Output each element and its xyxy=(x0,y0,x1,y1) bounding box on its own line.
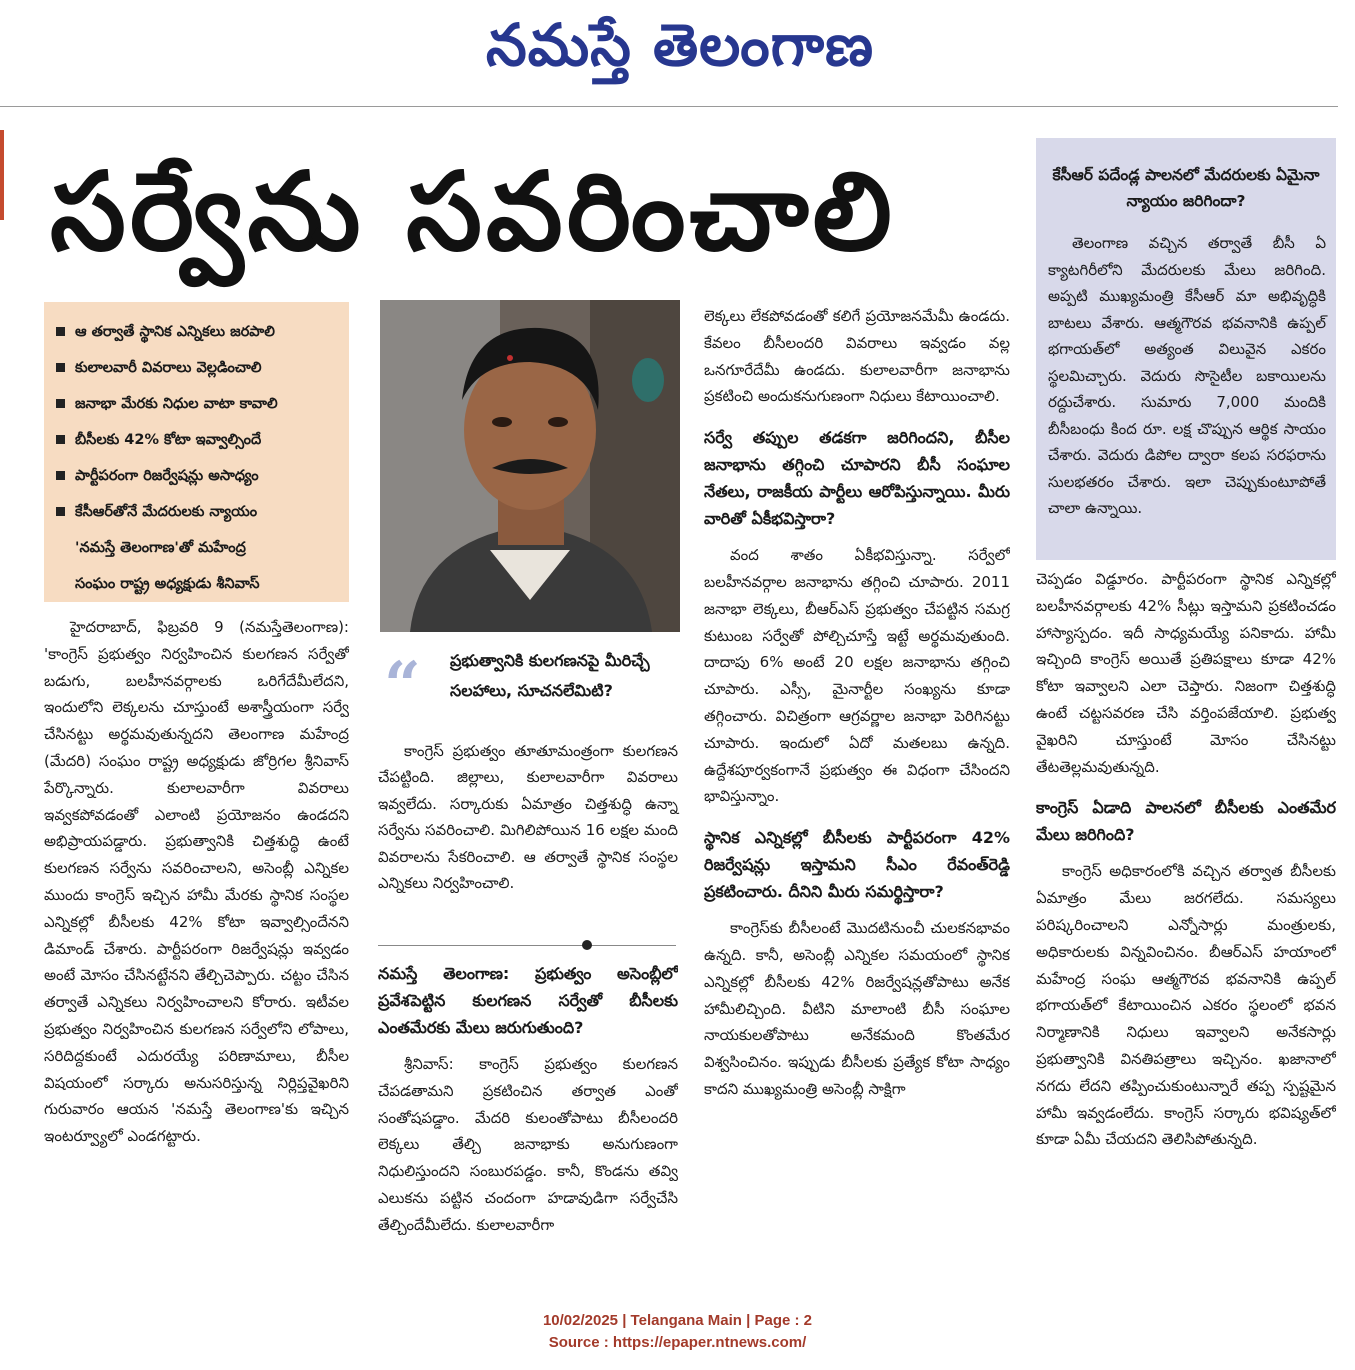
page-edge-marker xyxy=(0,130,4,220)
highlight-text: ఆ తర్వాతే స్థానిక ఎన్నికలు జరపాలి xyxy=(75,324,275,340)
highlight-text: పార్టీపరంగా రిజర్వేషన్లు అసాధ్యం xyxy=(75,468,259,484)
divider-dot-icon xyxy=(582,940,592,950)
highlight-subline: సంఘం రాష్ట్ర అధ్యక్షుడు శీనివాస్ xyxy=(75,576,260,592)
sidebar-answer: తెలంగాణ వచ్చిన తర్వాతే బీసీ ఏ క్యాటగిరీలోని మేదరులకు మేలు జరిగింది. అప్పటి ముఖ్యమంత్రి కేసీఆర్ మా అభివృద్ధికి బాటలు వేశారు. ఆత్మగౌరవ భవనానికి ఉప్పల్ భగాయత్‌లో అత్యంత విలువైన ఎకరం స్థలమిచ్చారు. వెదురు సొసైటీల బకాయిలను రద్దుచేశారు. సుమారు 7,000 మందికి బీసీబంధు కింద రూ. లక్ష చొప్పున ఆర్థిక సాయం చేశారు. వెదురు డిపోల ద్వారా కలప సరఫరాను సులభతరం చేశారు. ఇలా చెప్పుకుంటూపోతే చాలా ఉన్నాయి. xyxy=(1036,230,1336,560)
interview-answer: కాంగ్రెస్ అధికారంలోకి వచ్చిన తర్వాత బీసీలకు ఏమాత్రం మేలు జరగలేదు. సమస్యలు పరిష్కరించాలని ఎన్నోసార్లు మంత్రులకు, అధికారులకు విన్నవించినం. బీఆర్‌ఎస్ హయాంలో మహేంద్ర సంఘ ఆత్మగౌరవ భవనానికి ఉప్పల్ భగాయత్‌లో కేటాయించిన ఎకరం స్థలంలో భవన నిర్మాణానికి నిధులు ఇవ్వాలని అనేకసార్లు ప్రభుత్వానికి వినతిపత్రాలు ఇచ్చినం. ఖజానాలో నగదు లేదని తప్పించుకుంటున్నారే తప్ప స్పష్టమైన హామీ ఇవ్వడంలేదు. కాంగ్రెస్ సర్కారు భవిష్యత్‌లో కూడా ఏమీ చేయదని తెలిసిపోతున్నది. xyxy=(1036,862,1336,1149)
highlight-item xyxy=(54,314,341,350)
highlight-subline: 'నమస్తే తెలంగాణ'తో మహేంద్ర xyxy=(75,540,246,556)
continued-paragraph: లెక్కలు లేకపోవడంతో కలిగే ప్రయోజనమేమీ ఉండదు. కేవలం బీసీలందరి వివరాలు ఇవ్వడం వల్ల ఒనగూరేదేమీ ఉండదు. కులాలవారీగా జనాభాను ప్రకటించి అందుకనుగుణంగా నిధులు కేటాయించాలి. xyxy=(704,307,1010,406)
highlight-item xyxy=(54,422,341,458)
highlight-text: బీసీలకు 42% కోటా ఇవ్వాల్సిందే xyxy=(75,432,262,448)
bullet-icon xyxy=(56,471,65,480)
article-column-2 xyxy=(378,952,678,1252)
interviewee-photo xyxy=(380,300,680,632)
highlight-text: జనాభా మేరకు నిధుల వాటా కావాలి xyxy=(75,396,278,412)
highlights-box xyxy=(44,302,349,602)
interview-question: సర్వే తప్పుల తడకగా జరిగిందని, బీసీల జనాభాను తగ్గించి చూపారని బీసీ సంఘాల నేతలు, రాజకీయ పార్టీలు ఆరోపిస్తున్నాయి. మీరు వారితో ఏకీభవిస్తారా? xyxy=(704,428,1010,529)
sidebar-question: కేసీఆర్ పదేండ్ల పాలనలో మేదరులకు ఏమైనా న్యాయం జరిగిందా? xyxy=(1036,138,1336,230)
section-divider xyxy=(378,945,676,946)
page-footer xyxy=(0,1310,1355,1354)
footer-source: Source : https://epaper.ntnews.com/ xyxy=(548,1334,807,1351)
quote-icon: “ xyxy=(384,648,421,723)
bullet-icon xyxy=(56,435,65,444)
footer-date-page: 10/02/2025 | Telangana Main | Page : 2 xyxy=(542,1312,813,1329)
bullet-icon xyxy=(56,399,65,408)
quote-answer: కాంగ్రెస్ ప్రభుత్వం తూతూమంత్రంగా కులగణన చేపట్టింది. జిల్లాలు, కులాలవారీగా వివరాలు ఇవ్వలేదు. సర్కారుకు ఏమాత్రం చిత్తశుద్ధి ఉన్నా సర్వేను సవరించాలి. మిగిలిపోయిన 16 లక్షల మంది వివరాలను సేకరించాలి. ఆ తర్వాతే స్థానిక సంస్థల ఎన్నికలు నిర్వహించాలి. xyxy=(378,742,678,893)
masthead xyxy=(0,0,1355,100)
interview-question: నమస్తే తెలంగాణ: ప్రభుత్వం అసెంబ్లీలో ప్రవేశపెట్టిన కులగణన సర్వేతో బీసీలకు ఎంతమేరకు మేలు జరుగుతుంది? xyxy=(378,964,678,1037)
highlight-text: కేసీఆర్‌తోనే మేదరులకు న్యాయం xyxy=(75,504,258,520)
portrait-illustration xyxy=(380,300,680,632)
bullet-icon xyxy=(56,507,65,516)
masthead-divider xyxy=(0,106,1338,107)
quote-question: ప్రభుత్వానికి కులగణనపై మీరిచ్చే సలహాలు, సూచనలేమిటి? xyxy=(450,651,650,700)
article-headline: సర్వేను సవరించాలి xyxy=(50,149,896,275)
newspaper-logo: నమస్తే తెలంగాణ xyxy=(486,11,874,79)
highlight-item xyxy=(54,494,341,530)
interview-answer: కాంగ్రెస్‌కు బీసీలంటే మొదటినుంచీ చులకనభావం ఉన్నది. కానీ, అసెంబ్లీ ఎన్నికల సమయంలో స్థానిక ఎన్నికల్లో బీసీలకు 42% రిజర్వేషన్లతోపాటు అనేక హామీలిచ్చింది. వీటిని మాలాంటి బీసీ సంఘాల నాయకులతోపాటు అనేకమంది కొంతమేర విశ్వసించినం. ఇప్పుడు బీసీలకు ప్రత్యేక కోటా సాధ్యం కాదని ముఖ్యమంత్రి అసెంబ్లీ సాక్షిగా xyxy=(704,919,1010,1098)
highlight-text: కులాలవారీ వివరాలు వెల్లడించాలి xyxy=(75,360,262,376)
article-column-1 xyxy=(44,614,349,1254)
interview-answer: వంద శాతం ఏకీభవిస్తున్నా. సర్వేలో బలహీనవర్గాల జనాభాను తగ్గించి చూపారు. 2011 జనాభా లెక్కలు, బీఆర్‌ఎస్ ప్రభుత్వం చేపట్టిన సమగ్ర కుటుంబ సర్వేతో పోల్చిచూస్తే ఇట్టే అర్థమవుతుంది. దాదాపు 6% అంటే 20 లక్షల జనాభాను తగ్గించి చూపారు. ఎస్సీ, మైనార్టీల సంఖ్యను కూడా తగ్గించారు. విచిత్రంగా ఆగ్రవర్ణాల జనాభా పెరిగినట్టు చూపారు. ఇందులో ఏదో మతలబు ఉన్నది. ఉద్దేశపూర్వకంగానే ప్రభుత్వం ఈ విధంగా చేసిందని భావిస్తున్నాం. xyxy=(704,546,1010,806)
highlight-item xyxy=(54,458,341,494)
intro-paragraph: హైదరాబాద్, ఫిబ్రవరి 9 (నమస్తేతెలంగాణ): 'కాంగ్రెస్ ప్రభుత్వం నిర్వహించిన కులగణన సర్వేతో బడుగు, బలహీనవర్గాలకు ఒరిగేదేమీలేదని, ఇందులోని లెక్కలను చూస్తుంటే అశాస్త్రీయంగా సర్వే చేసినట్టు అర్థమవుతున్నదని తెలంగాణ మహేంద్ర (మేదరి) సంఘం రాష్ట్ర అధ్యక్షుడు జోర్రిగల శ్రీనివాస్ పేర్కొన్నారు. కులాలవారీగా వివరాలు ఇవ్వకపోవడంతో ఎలాంటి ప్రయోజనం ఉండదని అభిప్రాయపడ్డారు. ప్రభుత్వానికి చిత్తశుద్ధి ఉంటే కులగణన సర్వేను సవరించాలని, అసెంబ్లీ ఎన్నికల ముందు కాంగ్రెస్ ఇచ్చిన హామీ మేరకు స్థానిక సంస్థల ఎన్నికల్లో బీసీలకు 42% కోటా ఇవ్వాల్సిందేనని డిమాండ్ చేశారు. పార్టీపరంగా రిజర్వేషన్లు ఇవ్వడం అంటే మోసం చేసినట్టేనని తేల్చిచెప్పారు. చట్టం చేసిన తర్వాతే ఎన్నికలు నిర్వహించాలని కోరారు. ఇటీవల ప్రభుత్వం నిర్వహించిన కులగణన సర్వేలోని లోపాలు, సరిదిద్దకుంటే ఎదురయ్యే పరిణామాలు, బీసీల విషయంలో సర్కారు అనుసరిస్తున్న నిర్లిప్తవైఖరిని గురువారం ఆయన 'నమస్తే తెలంగాణ'కు ఇచ్చిన ఇంటర్వ్యూలో ఎండగట్టారు. xyxy=(44,618,349,1146)
highlight-item xyxy=(54,386,341,422)
highlight-item xyxy=(54,350,341,386)
interview-question: కాంగ్రెస్ ఏడాది పాలనలో బీసీలకు ఎంతమేర మేలు జరిగింది? xyxy=(1036,798,1336,845)
bullet-icon xyxy=(56,363,65,372)
continued-paragraph: చెప్పడం విడ్డూరం. పార్టీపరంగా స్థానిక ఎన్నికల్లో బలహీనవర్గాలకు 42% సీట్లు ఇస్తామని ప్రకటించడం హాస్యాస్పదం. ఇదీ సాధ్యమయ్యే పనికాదు. హామీ ఇచ్చింది కాంగ్రెస్ అయితే ప్రతిపక్షాలు కూడా 42% కోటా ఇవ్వాలని ఎలా చెప్తారు. నిజంగా చిత్తశుద్ధి ఉంటే చట్టసవరణ చేసి వర్తింపజేయాలి. ప్రభుత్వ వైఖరిని చూస్తుంటే మోసం చేసినట్టు తేటతెల్లమవుతున్నది. xyxy=(1036,570,1336,776)
bullet-icon xyxy=(56,327,65,336)
pull-quote xyxy=(378,640,678,935)
interview-question: స్థానిక ఎన్నికల్లో బీసీలకు పార్టీపరంగా 42% రిజర్వేషన్లు ఇస్తామని సీఎం రేవంత్‌రెడ్డి ప్రకటించారు. దీనిని మీరు సమర్థిస్తారా? xyxy=(704,828,1010,902)
article-column-4 xyxy=(1036,566,1336,1254)
interview-answer: శ్రీనివాస్: కాంగ్రెస్ ప్రభుత్వం కులగణన చేపడతామని ప్రకటించిన తర్వాత ఎంతో సంతోషపడ్డాం. మేదరి కులంతోపాటు బీసీలందరి లెక్కలు తేల్చి జనాభాకు అనుగుణంగా నిధులిస్తుందని సంబురపడ్డం. కానీ, కొండను తవ్వి ఎలుకను పట్టిన చందంగా హడావుడిగా సర్వేచేసి తేల్చిందేమీలేదు. కులాలవారీగా xyxy=(378,1055,678,1234)
article-column-3 xyxy=(704,303,1010,1253)
